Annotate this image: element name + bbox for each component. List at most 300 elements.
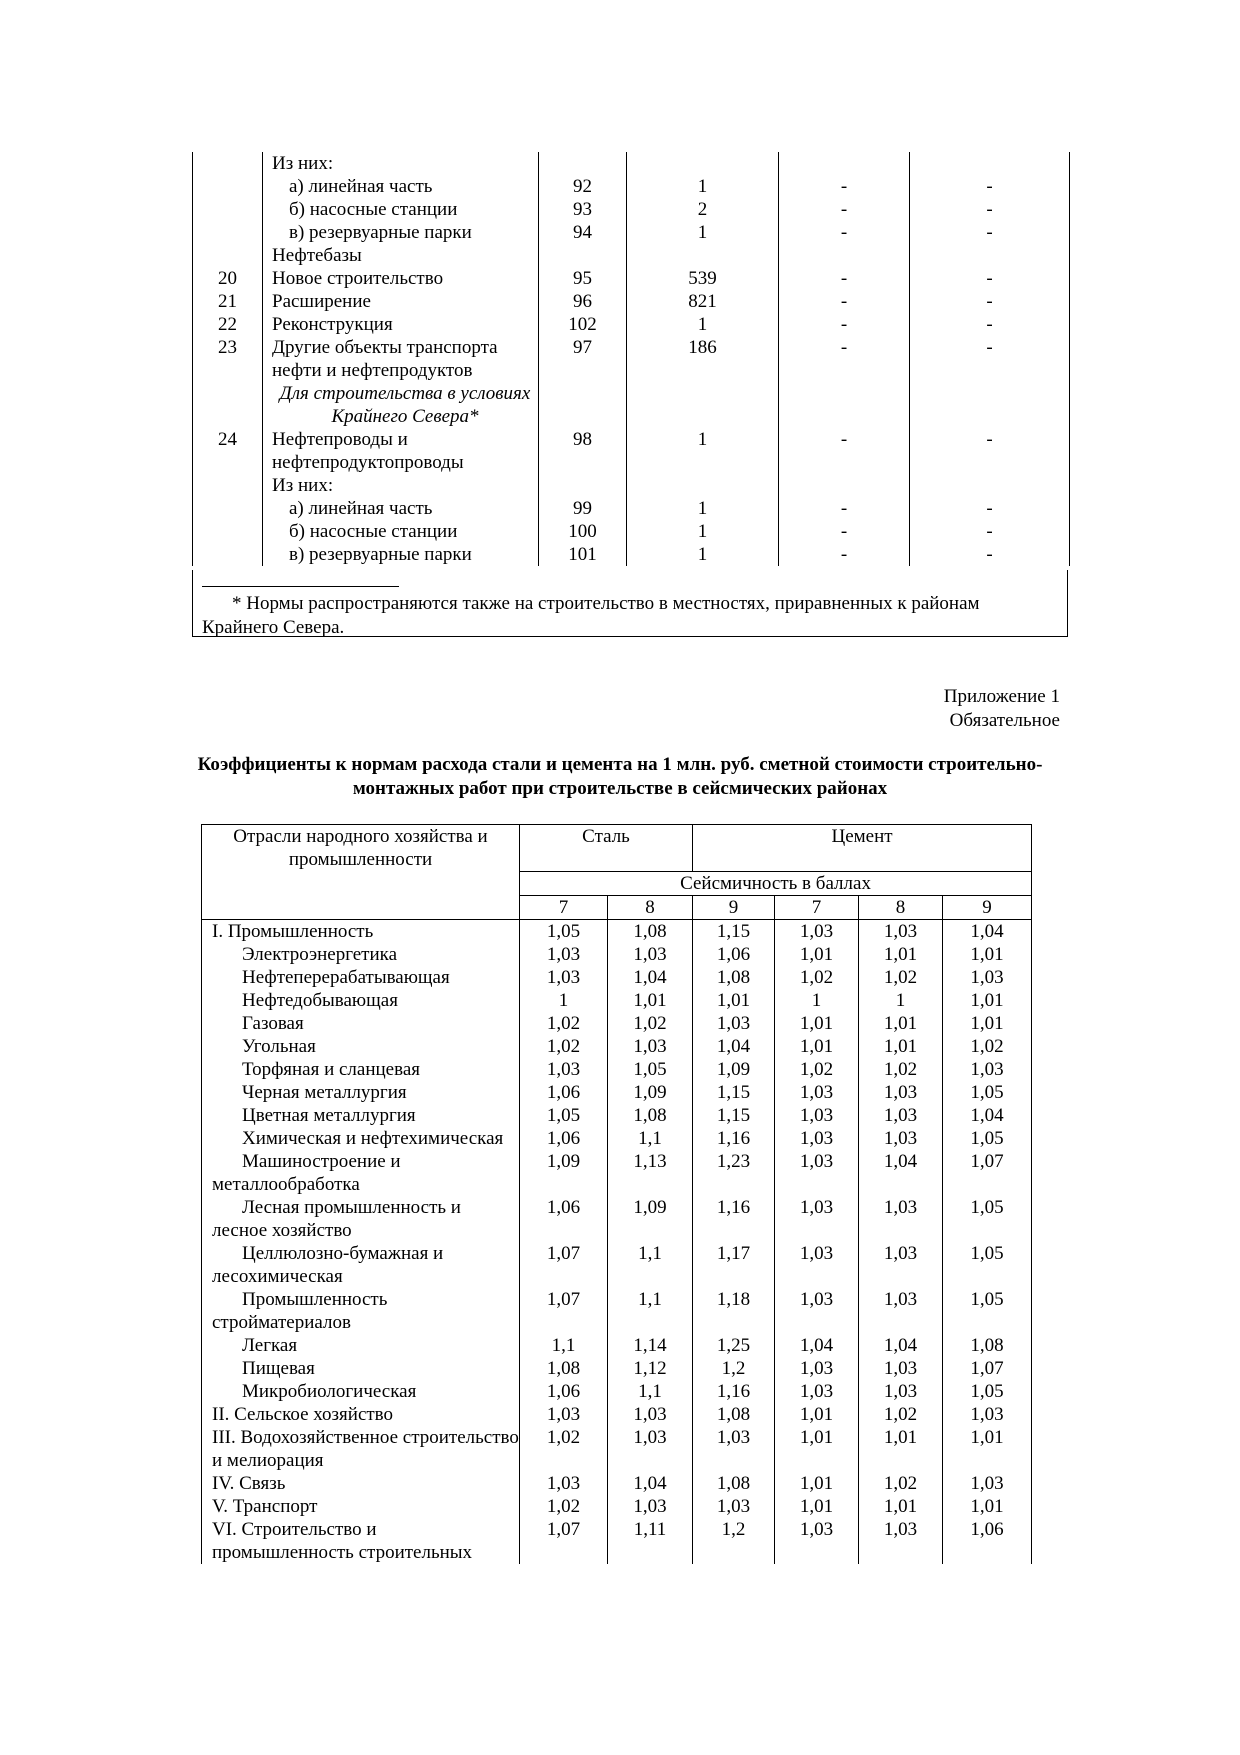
coefficient-cell: 1,16 bbox=[693, 1196, 775, 1242]
coefficients-table bbox=[201, 824, 1032, 1564]
coefficient-cell: 1,04 bbox=[693, 1035, 775, 1058]
row-code-text: 97 bbox=[573, 337, 592, 358]
top-table-row bbox=[193, 336, 1070, 382]
footnote-text: * Нормы распространяются также на строительство в местностях, приравненных к районам Крайнего Севера. bbox=[202, 593, 980, 638]
row-number bbox=[193, 267, 263, 290]
branch-name bbox=[202, 1334, 520, 1357]
branch-name bbox=[202, 1081, 520, 1104]
row-number bbox=[193, 244, 263, 267]
coefficient-cell: 1,04 bbox=[775, 1334, 859, 1357]
coefficient-cell: 1,01 bbox=[775, 1035, 859, 1058]
coefficient-cell: 1,03 bbox=[520, 1403, 608, 1426]
top-table-row bbox=[193, 290, 1070, 313]
table-row bbox=[202, 920, 1032, 944]
coefficient-cell: 1,02 bbox=[859, 1403, 943, 1426]
table-row bbox=[202, 966, 1032, 989]
coefficient-cell: 1,03 bbox=[943, 1403, 1032, 1426]
coefficient-cell: 1,03 bbox=[775, 1518, 859, 1564]
table-row bbox=[202, 989, 1032, 1012]
row-col4 bbox=[910, 543, 1070, 566]
coefficient-cell: 1,03 bbox=[943, 966, 1032, 989]
coefficient-cell: 1,03 bbox=[859, 1288, 943, 1334]
row-value-text: 1 bbox=[697, 176, 708, 197]
coefficient-cell: 1,03 bbox=[859, 1380, 943, 1403]
coefficient-cell: 1,1 bbox=[608, 1288, 693, 1334]
row-code bbox=[539, 497, 627, 520]
coefficient-cell: 1,03 bbox=[520, 1058, 608, 1081]
row-col3 bbox=[779, 428, 910, 474]
row-name bbox=[263, 497, 539, 520]
top-table bbox=[192, 152, 1070, 566]
row-name-text: в) резервуарные парки bbox=[289, 544, 472, 565]
branch-name-text: I. Промышленность bbox=[212, 921, 374, 942]
branch-name-text: Цветная металлургия bbox=[242, 1105, 416, 1126]
coefficient-cell: 1,08 bbox=[693, 1472, 775, 1495]
row-col4-text: - bbox=[986, 521, 993, 542]
row-col3 bbox=[779, 543, 910, 566]
row-code-text: 100 bbox=[568, 521, 597, 542]
row-name-text: а) линейная часть bbox=[289, 498, 433, 519]
row-value bbox=[627, 428, 779, 474]
row-number bbox=[193, 336, 263, 382]
coefficient-cell: 1,03 bbox=[520, 1472, 608, 1495]
branch-name bbox=[202, 1288, 520, 1334]
row-col4-text: - bbox=[986, 498, 993, 519]
row-code bbox=[539, 336, 627, 382]
row-name bbox=[263, 313, 539, 336]
table-row bbox=[202, 1242, 1032, 1288]
coefficient-cell: 1,01 bbox=[859, 1035, 943, 1058]
row-name-text: Из них: bbox=[272, 475, 334, 496]
row-value bbox=[627, 497, 779, 520]
row-col4 bbox=[910, 221, 1070, 244]
row-name bbox=[263, 543, 539, 566]
table-row bbox=[202, 1150, 1032, 1196]
coefficient-cell: 1,03 bbox=[608, 1035, 693, 1058]
table-row bbox=[202, 1196, 1032, 1242]
branch-name-text: Лесная промышленность и лесное хозяйство bbox=[212, 1197, 461, 1241]
coefficient-cell: 1,03 bbox=[693, 1426, 775, 1472]
appendix-status: Обязательное bbox=[949, 710, 1060, 731]
branch-name bbox=[202, 989, 520, 1012]
coefficient-cell: 1,23 bbox=[693, 1150, 775, 1196]
row-value bbox=[627, 290, 779, 313]
row-code bbox=[539, 221, 627, 244]
table-row bbox=[202, 1081, 1032, 1104]
header-point: 8 bbox=[608, 896, 693, 920]
row-value-text: 1 bbox=[697, 498, 708, 519]
row-code-text: 101 bbox=[568, 544, 597, 565]
coefficient-cell: 1,04 bbox=[943, 1104, 1032, 1127]
coefficient-cell: 1,01 bbox=[943, 989, 1032, 1012]
branch-name bbox=[202, 1472, 520, 1495]
coefficient-cell: 1,09 bbox=[608, 1196, 693, 1242]
coefficient-cell: 1,06 bbox=[520, 1196, 608, 1242]
row-value-text: 1 bbox=[697, 314, 708, 335]
coefficient-cell: 1,07 bbox=[943, 1150, 1032, 1196]
coefficient-cell: 1,02 bbox=[859, 1472, 943, 1495]
row-col3 bbox=[779, 198, 910, 221]
row-number-text: 21 bbox=[218, 291, 237, 312]
coefficient-cell: 1,04 bbox=[859, 1334, 943, 1357]
coefficient-cell: 1,02 bbox=[608, 1012, 693, 1035]
row-number bbox=[193, 198, 263, 221]
row-code bbox=[539, 198, 627, 221]
coefficient-cell: 1,02 bbox=[859, 966, 943, 989]
branch-name-text: Машиностроение и металлообработка bbox=[212, 1151, 401, 1195]
top-table-row bbox=[193, 221, 1070, 244]
row-code-text: 93 bbox=[573, 199, 592, 220]
row-col3 bbox=[779, 290, 910, 313]
row-col4 bbox=[910, 428, 1070, 474]
header-point: 7 bbox=[520, 896, 608, 920]
row-value-text: 186 bbox=[688, 337, 717, 358]
coefficient-cell: 1,03 bbox=[693, 1012, 775, 1035]
coefficient-cell: 1,05 bbox=[520, 1104, 608, 1127]
appendix-label bbox=[944, 685, 1060, 733]
coefficient-cell: 1,15 bbox=[693, 1104, 775, 1127]
row-name bbox=[263, 175, 539, 198]
row-col4-text: - bbox=[986, 268, 993, 289]
row-name-text: Другие объекты транспорта нефти и нефтепродуктов bbox=[272, 337, 498, 381]
branch-name bbox=[202, 1035, 520, 1058]
row-col3 bbox=[779, 313, 910, 336]
table-row bbox=[202, 1518, 1032, 1564]
row-col4 bbox=[910, 474, 1070, 497]
row-col4-text: - bbox=[986, 176, 993, 197]
coefficient-cell: 1,02 bbox=[520, 1035, 608, 1058]
top-table-row bbox=[193, 198, 1070, 221]
coefficient-cell: 1,03 bbox=[775, 1288, 859, 1334]
row-code bbox=[539, 175, 627, 198]
branch-name-text: Промышленность стройматериалов bbox=[212, 1289, 388, 1333]
row-col4-text: - bbox=[986, 544, 993, 565]
coefficient-cell: 1,12 bbox=[608, 1357, 693, 1380]
coefficient-cell: 1,03 bbox=[859, 1196, 943, 1242]
row-col4-text: - bbox=[986, 337, 993, 358]
coefficient-cell: 1,03 bbox=[859, 1127, 943, 1150]
coefficient-cell: 1,08 bbox=[943, 1334, 1032, 1357]
row-value-text: 1 bbox=[697, 544, 708, 565]
row-value-text: 1 bbox=[697, 222, 708, 243]
coefficient-cell: 1,03 bbox=[608, 943, 693, 966]
coefficient-cell: 1,03 bbox=[859, 920, 943, 944]
row-number bbox=[193, 152, 263, 175]
row-col3-text: - bbox=[840, 268, 848, 289]
row-col4-text: - bbox=[986, 429, 993, 450]
branch-name bbox=[202, 1380, 520, 1403]
coefficient-cell: 1,01 bbox=[775, 1426, 859, 1472]
row-name bbox=[263, 267, 539, 290]
row-name-text: Для строительства в условиях Крайнего Севера* bbox=[279, 383, 531, 427]
coefficient-cell: 1,08 bbox=[693, 966, 775, 989]
coefficient-cell: 1,03 bbox=[775, 1196, 859, 1242]
row-value bbox=[627, 221, 779, 244]
row-col3 bbox=[779, 474, 910, 497]
coefficients-body bbox=[202, 920, 1032, 1565]
branch-name-text: Целлюлозно-бумажная и лесохимическая bbox=[212, 1243, 444, 1287]
row-value bbox=[627, 336, 779, 382]
branch-name bbox=[202, 1357, 520, 1380]
row-name-text: Расширение bbox=[272, 291, 371, 312]
row-number bbox=[193, 543, 263, 566]
row-value bbox=[627, 267, 779, 290]
coefficient-cell: 1,01 bbox=[775, 1403, 859, 1426]
coefficient-cell: 1,05 bbox=[520, 920, 608, 944]
row-name-text: Нефтепроводы и нефтепродуктопроводы bbox=[272, 429, 464, 473]
table-row bbox=[202, 1495, 1032, 1518]
table-row bbox=[202, 1334, 1032, 1357]
coefficient-cell: 1,03 bbox=[859, 1081, 943, 1104]
row-value bbox=[627, 382, 779, 428]
coefficient-cell: 1,03 bbox=[859, 1104, 943, 1127]
coefficient-cell: 1,06 bbox=[520, 1081, 608, 1104]
row-col4-text: - bbox=[986, 222, 993, 243]
coefficient-cell: 1,14 bbox=[608, 1334, 693, 1357]
row-number-text: 24 bbox=[218, 429, 237, 450]
branch-name bbox=[202, 943, 520, 966]
coefficient-cell: 1,04 bbox=[608, 1472, 693, 1495]
coefficient-cell: 1,03 bbox=[775, 1127, 859, 1150]
coefficient-cell: 1,03 bbox=[775, 1380, 859, 1403]
coefficient-cell: 1,09 bbox=[520, 1150, 608, 1196]
coefficient-cell: 1,05 bbox=[943, 1380, 1032, 1403]
row-name bbox=[263, 152, 539, 175]
row-code bbox=[539, 474, 627, 497]
coefficient-cell: 1 bbox=[859, 989, 943, 1012]
row-col3 bbox=[779, 175, 910, 198]
row-name bbox=[263, 290, 539, 313]
row-value bbox=[627, 198, 779, 221]
coefficient-cell: 1,01 bbox=[775, 1472, 859, 1495]
coefficient-cell: 1,01 bbox=[775, 1495, 859, 1518]
table-row bbox=[202, 1380, 1032, 1403]
coefficient-cell: 1 bbox=[775, 989, 859, 1012]
table-row bbox=[202, 1357, 1032, 1380]
row-name-text: Нефтебазы bbox=[272, 245, 362, 266]
row-col3-text: - bbox=[840, 521, 848, 542]
coefficient-cell: 1,16 bbox=[693, 1127, 775, 1150]
branch-name bbox=[202, 1012, 520, 1035]
row-number bbox=[193, 497, 263, 520]
coefficient-cell: 1,01 bbox=[943, 1012, 1032, 1035]
row-value bbox=[627, 520, 779, 543]
row-name bbox=[263, 221, 539, 244]
table-row bbox=[202, 1012, 1032, 1035]
top-table-row bbox=[193, 175, 1070, 198]
row-code bbox=[539, 152, 627, 175]
row-value bbox=[627, 474, 779, 497]
coefficient-cell: 1,05 bbox=[943, 1288, 1032, 1334]
coefficient-cell: 1,08 bbox=[608, 1104, 693, 1127]
coefficient-cell: 1,07 bbox=[520, 1242, 608, 1288]
coefficient-cell: 1,05 bbox=[943, 1127, 1032, 1150]
row-code-text: 96 bbox=[573, 291, 592, 312]
row-code-text: 94 bbox=[573, 222, 592, 243]
row-col3-text: - bbox=[840, 498, 848, 519]
row-name-text: Новое строительство bbox=[272, 268, 444, 289]
coefficient-cell: 1,03 bbox=[520, 943, 608, 966]
row-name-text: а) линейная часть bbox=[289, 176, 433, 197]
row-number bbox=[193, 520, 263, 543]
coefficient-cell: 1,02 bbox=[520, 1495, 608, 1518]
branch-name-text: Нефтедобывающая bbox=[242, 990, 398, 1011]
row-number bbox=[193, 221, 263, 244]
row-name bbox=[263, 474, 539, 497]
row-number-text: 20 bbox=[218, 268, 237, 289]
coefficient-cell: 1,03 bbox=[859, 1518, 943, 1564]
table-row bbox=[202, 1104, 1032, 1127]
row-col3 bbox=[779, 221, 910, 244]
coefficient-cell: 1,13 bbox=[608, 1150, 693, 1196]
coefficient-cell: 1,03 bbox=[943, 1058, 1032, 1081]
row-col3 bbox=[779, 382, 910, 428]
coefficient-cell: 1,1 bbox=[608, 1242, 693, 1288]
coefficient-cell: 1,15 bbox=[693, 920, 775, 944]
row-name bbox=[263, 244, 539, 267]
row-name-text: Из них: bbox=[272, 153, 334, 174]
coefficient-cell: 1,05 bbox=[943, 1196, 1032, 1242]
top-table-body bbox=[193, 152, 1070, 566]
coefficient-cell: 1,07 bbox=[520, 1288, 608, 1334]
coefficient-cell: 1,01 bbox=[943, 1495, 1032, 1518]
row-number bbox=[193, 474, 263, 497]
row-col3-text: - bbox=[840, 337, 848, 358]
coefficient-cell: 1,02 bbox=[520, 1426, 608, 1472]
coefficient-cell: 1,02 bbox=[775, 1058, 859, 1081]
row-number bbox=[193, 382, 263, 428]
top-table-row bbox=[193, 497, 1070, 520]
top-table-row bbox=[193, 267, 1070, 290]
row-value bbox=[627, 313, 779, 336]
coefficient-cell: 1,03 bbox=[859, 1357, 943, 1380]
branch-name bbox=[202, 920, 520, 944]
top-table-row bbox=[193, 474, 1070, 497]
row-col3-text: - bbox=[840, 429, 848, 450]
row-name bbox=[263, 198, 539, 221]
row-value bbox=[627, 175, 779, 198]
coefficient-cell: 1,25 bbox=[693, 1334, 775, 1357]
row-col4 bbox=[910, 267, 1070, 290]
row-col3 bbox=[779, 152, 910, 175]
coefficient-cell: 1,08 bbox=[608, 920, 693, 944]
coefficient-cell: 1,1 bbox=[608, 1127, 693, 1150]
coefficient-cell: 1,03 bbox=[608, 1403, 693, 1426]
branch-name-text: III. Водохозяйственное строительство и мелиорация bbox=[212, 1427, 519, 1471]
header-seismic: Сейсмичность в баллах bbox=[520, 872, 1032, 896]
coefficient-cell: 1,2 bbox=[693, 1518, 775, 1564]
row-col3-text: - bbox=[840, 291, 848, 312]
row-name-text: б) насосные станции bbox=[289, 521, 458, 542]
row-code-text: 98 bbox=[573, 429, 592, 450]
coefficient-cell: 1,06 bbox=[943, 1518, 1032, 1564]
coefficient-cell: 1,05 bbox=[943, 1242, 1032, 1288]
coefficient-cell: 1,03 bbox=[520, 966, 608, 989]
branch-name-text: Нефтеперерабатывающая bbox=[242, 967, 450, 988]
row-col3-text: - bbox=[840, 544, 848, 565]
row-name-text: в) резервуарные парки bbox=[289, 222, 472, 243]
table-row bbox=[202, 1403, 1032, 1426]
branch-name bbox=[202, 1150, 520, 1196]
coefficient-cell: 1,04 bbox=[608, 966, 693, 989]
coefficient-cell: 1,06 bbox=[520, 1380, 608, 1403]
row-name bbox=[263, 428, 539, 474]
row-code-text: 92 bbox=[573, 176, 592, 197]
table-row bbox=[202, 1058, 1032, 1081]
branch-name-text: Угольная bbox=[242, 1036, 316, 1057]
row-col4 bbox=[910, 313, 1070, 336]
coefficient-cell: 1 bbox=[520, 989, 608, 1012]
coefficient-cell: 1,08 bbox=[520, 1357, 608, 1380]
row-col4 bbox=[910, 382, 1070, 428]
coefficient-cell: 1,06 bbox=[520, 1127, 608, 1150]
row-code-text: 99 bbox=[573, 498, 592, 519]
row-code bbox=[539, 267, 627, 290]
row-code bbox=[539, 543, 627, 566]
coefficient-cell: 1,03 bbox=[608, 1495, 693, 1518]
branch-name-text: VI. Строительство и промышленность строительных bbox=[212, 1519, 473, 1563]
coefficient-cell: 1,06 bbox=[693, 943, 775, 966]
row-number-text: 22 bbox=[218, 314, 237, 335]
coefficient-cell: 1,17 bbox=[693, 1242, 775, 1288]
row-name bbox=[263, 520, 539, 543]
branch-name bbox=[202, 1127, 520, 1150]
header-point: 9 bbox=[693, 896, 775, 920]
coefficient-cell: 1,09 bbox=[608, 1081, 693, 1104]
coefficient-cell: 1,01 bbox=[693, 989, 775, 1012]
branch-name-text: Черная металлургия bbox=[242, 1082, 407, 1103]
coefficient-cell: 1,1 bbox=[608, 1380, 693, 1403]
row-number bbox=[193, 313, 263, 336]
coefficient-cell: 1,01 bbox=[943, 1426, 1032, 1472]
coefficient-cell: 1,2 bbox=[693, 1357, 775, 1380]
branch-name bbox=[202, 1518, 520, 1564]
table-row bbox=[202, 1035, 1032, 1058]
row-col3 bbox=[779, 267, 910, 290]
coefficient-cell: 1,02 bbox=[859, 1058, 943, 1081]
branch-name bbox=[202, 1196, 520, 1242]
row-code bbox=[539, 428, 627, 474]
footnote-box bbox=[192, 570, 1068, 637]
row-col4-text: - bbox=[986, 199, 993, 220]
coefficient-cell: 1,05 bbox=[608, 1058, 693, 1081]
branch-name bbox=[202, 1403, 520, 1426]
top-table-row bbox=[193, 152, 1070, 175]
coefficient-cell: 1,02 bbox=[943, 1035, 1032, 1058]
header-steel: Сталь bbox=[520, 825, 693, 872]
branch-name bbox=[202, 1058, 520, 1081]
branch-name-text: Газовая bbox=[242, 1013, 304, 1034]
row-col4 bbox=[910, 152, 1070, 175]
coefficient-cell: 1,01 bbox=[859, 943, 943, 966]
header-cement: Цемент bbox=[693, 825, 1032, 872]
coefficient-cell: 1,02 bbox=[520, 1012, 608, 1035]
row-col4 bbox=[910, 336, 1070, 382]
table-row bbox=[202, 1426, 1032, 1472]
header-point: 9 bbox=[943, 896, 1032, 920]
coefficient-cell: 1,03 bbox=[859, 1242, 943, 1288]
branch-name bbox=[202, 966, 520, 989]
top-table-row bbox=[193, 543, 1070, 566]
row-col4 bbox=[910, 175, 1070, 198]
coefficient-cell: 1,11 bbox=[608, 1518, 693, 1564]
branch-name-text: V. Транспорт bbox=[212, 1496, 318, 1517]
branch-name bbox=[202, 1426, 520, 1472]
row-col3-text: - bbox=[840, 222, 848, 243]
top-table-row bbox=[193, 313, 1070, 336]
row-code-text: 102 bbox=[568, 314, 597, 335]
row-name-text: Реконструкция bbox=[272, 314, 393, 335]
